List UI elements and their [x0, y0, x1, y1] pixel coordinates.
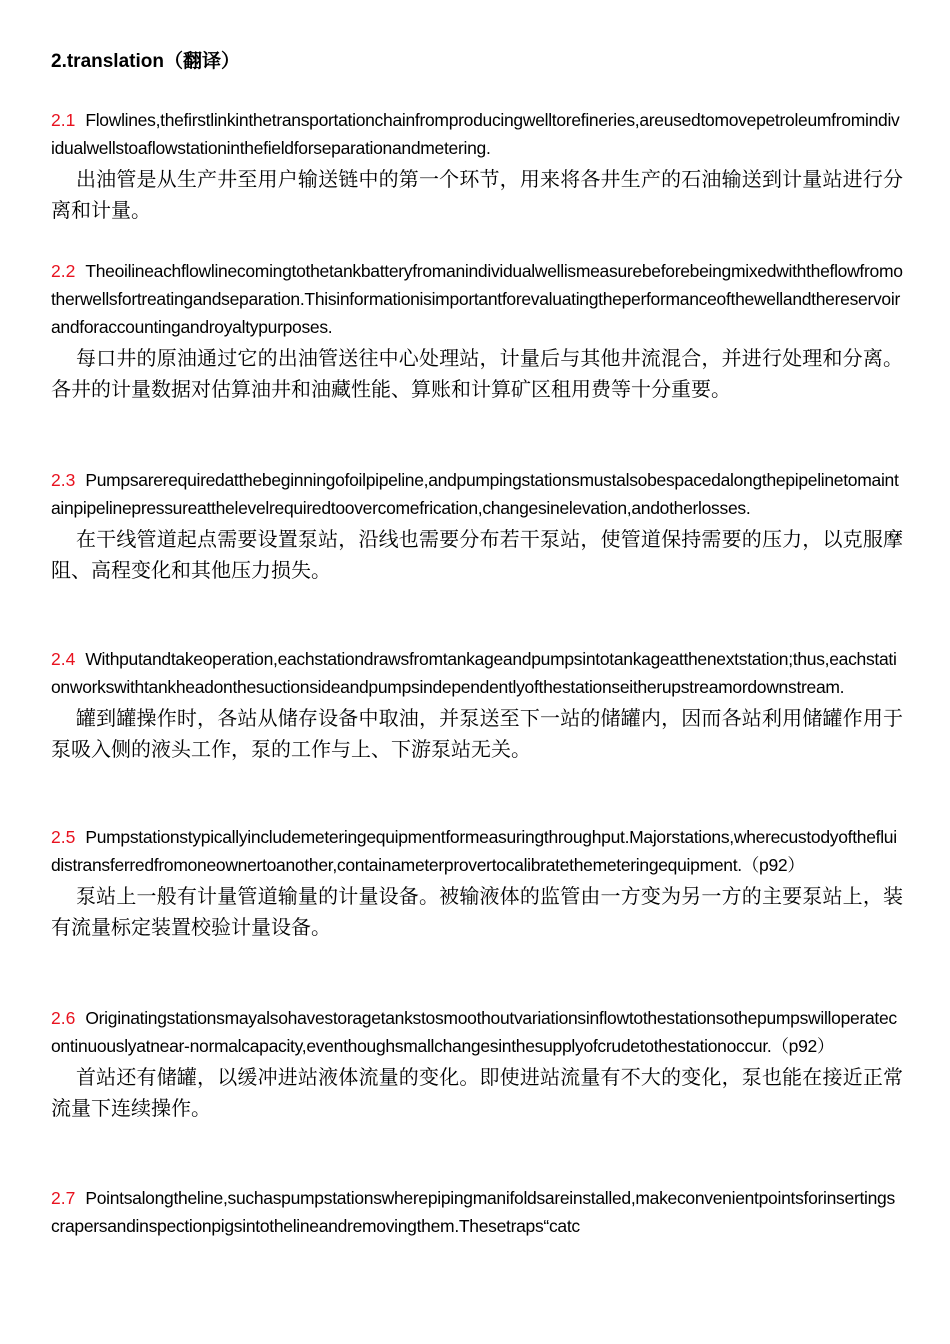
english-text: Theoilineachflowlinecomingtothetankbatteryfromanindividualwellismeasurebeforebeingmixedwiththeflowfromotherwellsfortreatingandseparation.Thisinformationisimportantforevaluatingtheperformanceofthewellandthereservoirandforaccountingandroyaltypurposes.	[51, 261, 903, 337]
item-number: 2.5	[51, 827, 76, 847]
item-number: 2.6	[51, 1008, 76, 1028]
english-paragraph	[51, 106, 903, 162]
english-text: Pumpstationstypicallyincludemeteringequipmentformeasuringthroughput.Majorstations,wherecustodyofthefluidistransferredfromoneownertoanother,containameterprovertocalibratethemeteringequipment.（p92）	[51, 827, 897, 875]
translation-item-2-1	[51, 106, 903, 226]
item-number: 2.4	[51, 649, 76, 669]
translation-item-2-3	[51, 466, 903, 586]
item-number: 2.7	[51, 1188, 76, 1208]
translation-item-2-4	[51, 645, 903, 765]
translation-item-2-6	[51, 1004, 903, 1124]
english-paragraph	[51, 823, 903, 879]
translation-item-2-2	[51, 257, 903, 405]
chinese-translation: 首站还有储罐，以缓冲进站液体流量的变化。即使进站流量有不大的变化，泵也能在接近正常流量下连续操作。	[51, 1065, 903, 1120]
section-heading: 2.translation（翻译）	[51, 51, 240, 72]
chinese-translation: 罐到罐操作时，各站从储存设备中取油，并泵送至下一站的储罐内，因而各站利用储罐作用于泵吸入侧的液头工作，泵的工作与上、下游泵站无关。	[51, 706, 903, 761]
english-paragraph	[51, 1004, 903, 1060]
item-number: 2.3	[51, 470, 76, 490]
item-number: 2.2	[51, 261, 76, 281]
english-text: Flowlines,thefirstlinkinthetransportationchainfromproducingwelltorefineries,areusedtomovepetroleumfromindividualwellstoaflowstationinthefieldforseparationandmetering.	[51, 110, 900, 158]
translation-item-2-5	[51, 823, 903, 943]
chinese-translation: 出油管是从生产井至用户输送链中的第一个环节，用来将各井生产的石油输送到计量站进行分离和计量。	[51, 167, 903, 222]
english-paragraph	[51, 1184, 903, 1240]
english-paragraph	[51, 466, 903, 522]
chinese-translation: 泵站上一般有计量管道输量的计量设备。被输液体的监管由一方变为另一方的主要泵站上，装有流量标定装置校验计量设备。	[51, 884, 903, 939]
chinese-translation: 在干线管道起点需要设置泵站，沿线也需要分布若干泵站，使管道保持需要的压力，以克服摩阻、高程变化和其他压力损失。	[51, 527, 903, 582]
english-paragraph	[51, 645, 903, 701]
english-paragraph	[51, 257, 903, 341]
chinese-translation: 每口井的原油通过它的出油管送往中心处理站，计量后与其他井流混合，并进行处理和分离。各井的计量数据对估算油井和油藏性能、算账和计算矿区租用费等十分重要。	[51, 346, 903, 401]
translation-item-2-7	[51, 1184, 903, 1240]
english-text: Pointsalongtheline,suchaspumpstationswherepipingmanifoldsareinstalled,makeconvenientpointsforinsertingscrapersandinspectionpigsintothelineandremovingthem.Thesetraps“catc	[51, 1188, 895, 1236]
english-text: Originatingstationsmayalsohavestoragetankstosmoothoutvariationsinflowtothestationsothepumpswilloperatecontinuouslyatnear-normalcapacity,eventhoughsmallchangesinthesupplyofcrudetothestationoccur.（p92）	[51, 1008, 897, 1056]
english-text: Pumpsarerequiredatthebeginningofoilpipeline,andpumpingstationsmustalsobespacedalongthepipelinetomaintainpipelinepressureatthelevelrequiredtoovercomefrication,changesinelevation,andotherlosses.	[51, 470, 899, 518]
english-text: Withputandtakeoperation,eachstationdrawsfromtankageandpumpsintotankageatthenextstation;thus,eachstationworkswithtankheadonthesuctionsideandpumpsindependentlyofthestationseitherupstreamordownstream.	[51, 649, 897, 697]
item-number: 2.1	[51, 110, 76, 130]
